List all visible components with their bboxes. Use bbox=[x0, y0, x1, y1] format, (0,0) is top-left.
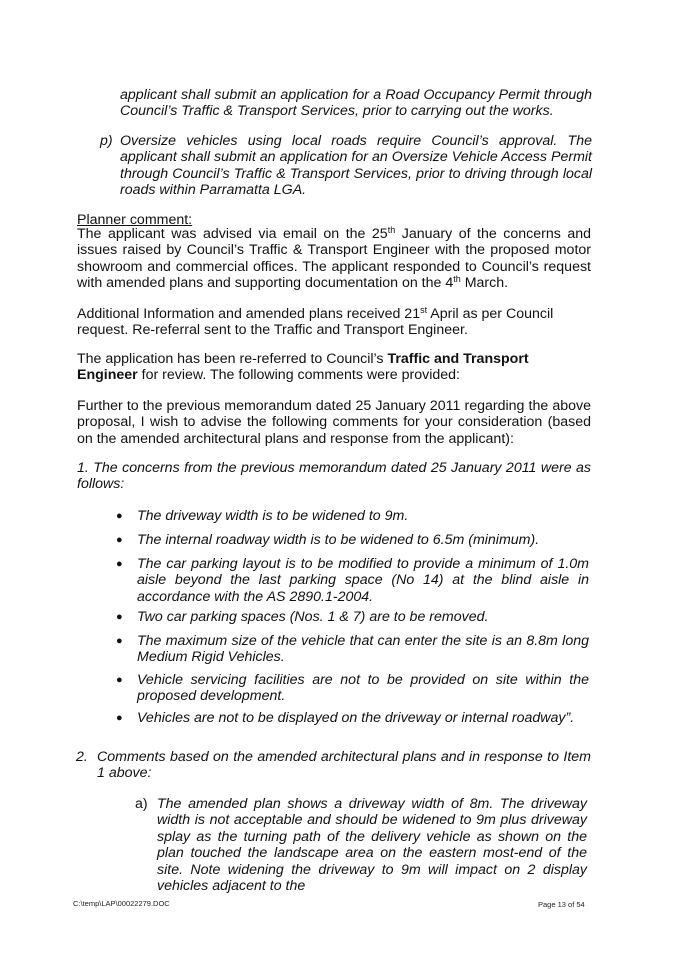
planner-text-2: January of the concerns and issues raised by Council’s Traffic & Transport Engineer with the proposed motor showroom and commercial offices. The applicant responded to Council’s request with amended plans and supporting documentation on the 4 bbox=[77, 226, 591, 292]
additional-sup: st bbox=[420, 305, 428, 315]
planner-text-3: March. bbox=[460, 275, 509, 292]
item-a-text: The amended plan shows a driveway width of 8m. The driveway width is not acceptable and should be widened to 9m plus driveway splay as the turning path of the delivery vehicle as shown on the plan touched the landscape area on the eastern most-end of the site. Note widening the driveway to 9m will impact on 2 display vehicles adjacent to the bbox=[157, 796, 587, 895]
rereferred-text-2: for review. The following comments were provided: bbox=[137, 367, 460, 384]
rereferred-bold: Traffic and Transport Engineer bbox=[77, 351, 529, 384]
further-paragraph: Further to the previous memorandum dated 25 January 2011 regarding the above proposal, I wish to advise the following comments for your consideration (based on the amended architectural plans and response from the applicant): bbox=[77, 398, 591, 447]
bullet-item-5: The maximum size of the vehicle that can enter the site is an 8.8m long Medium Rigid Vehicles. bbox=[137, 633, 589, 666]
bullet-item-4: Two car parking spaces (Nos. 1 & 7) are to be removed. bbox=[137, 609, 489, 625]
bullet-dot-6: ● bbox=[116, 674, 123, 686]
planner-sup-2: th bbox=[453, 274, 461, 285]
bullet-dot-7: ● bbox=[116, 712, 123, 724]
bullet-item-2: The internal roadway width is to be widened to 6.5m (minimum). bbox=[137, 532, 540, 548]
footer-file-path: C:\temp\LAP\00022279.DOC bbox=[73, 899, 170, 908]
concerns-intro: 1. The concerns from the previous memorandum dated 25 January 2011 were as follows: bbox=[77, 460, 591, 493]
additional-text-1: Additional Information and amended plans received 21 bbox=[77, 306, 421, 322]
bullet-dot-3: ● bbox=[116, 558, 123, 570]
bullet-dot-5: ● bbox=[116, 635, 123, 647]
top-paragraph: applicant shall submit an application for a Road Occupancy Permit through Council’s Traffic & Transport Services, prior to carrying out the works. bbox=[120, 87, 592, 120]
bullet-item-7: Vehicles are not to be displayed on the driveway or internal roadway”. bbox=[137, 710, 575, 726]
planner-comment-heading: Planner comment: bbox=[77, 212, 193, 228]
item-a-marker: a) bbox=[135, 796, 148, 812]
bullet-item-3: The car parking layout is to be modified to provide a minimum of 1.0m aisle beyond the last parking space (No 14) at the blind aisle in accordance with the AS 2890.1-2004. bbox=[137, 556, 589, 605]
bullet-item-6: Vehicle servicing facilities are not to be provided on site within the proposed development. bbox=[137, 672, 589, 705]
planner-text-1: The applicant was advised via email on the 25 bbox=[77, 226, 388, 242]
additional-text-2: April as per Council request. Re-referral sent to the Traffic and Transport Engineer. bbox=[77, 306, 554, 339]
item-2-marker: 2. bbox=[76, 749, 88, 765]
additional-info-paragraph bbox=[77, 306, 591, 339]
footer-page-number: Page 13 of 54 bbox=[538, 900, 585, 909]
item-p-marker: p) bbox=[100, 133, 113, 149]
item-p-text: Oversize vehicles using local roads require Council’s approval. The applicant shall submit an application for an Oversize Vehicle Access Permit through Council’s Traffic & Transport Services, prior to driving through local roads within Parramatta LGA. bbox=[120, 133, 592, 199]
item-2-text: Comments based on the amended architectural plans and in response to Item 1 above: bbox=[97, 749, 591, 782]
rereferred-text-1: The application has been re-referred to Council’s bbox=[77, 351, 388, 367]
bullet-item-1: The driveway width is to be widened to 9m. bbox=[137, 508, 409, 524]
planner-comment-paragraph bbox=[77, 226, 591, 292]
bullet-dot-1: ● bbox=[116, 510, 123, 522]
bullet-dot-2: ● bbox=[116, 534, 123, 546]
rereferred-paragraph bbox=[77, 351, 591, 384]
bullet-dot-4: ● bbox=[116, 611, 123, 623]
planner-sup-1: th bbox=[387, 225, 396, 235]
